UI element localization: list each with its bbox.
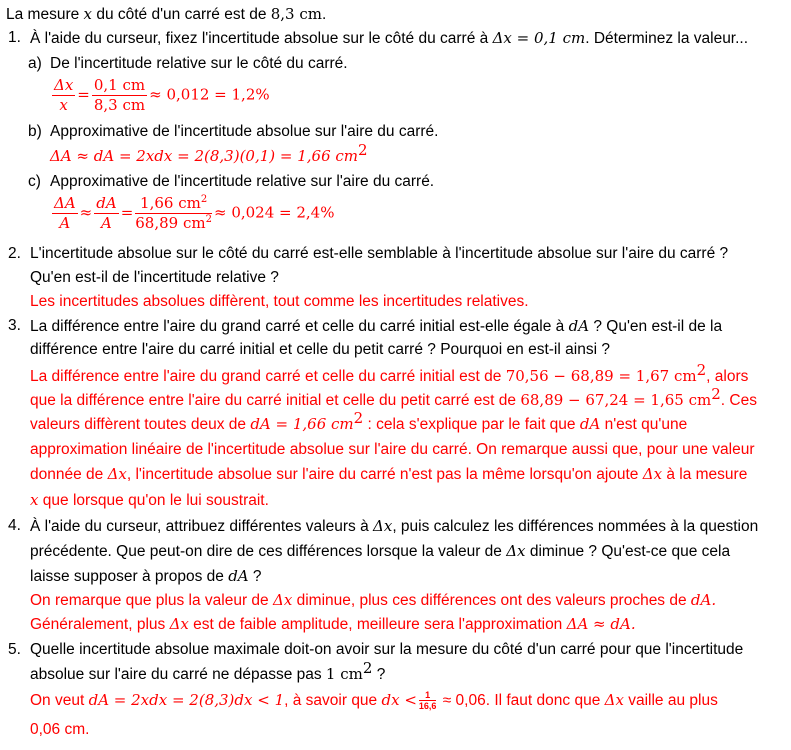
q5-math: 1 cm <box>325 665 363 683</box>
q1a-answer <box>50 76 270 115</box>
q3-answer-4: approximation linéaire de l'incertitude absolue sur l'aire du carré. On remarque aussi que, pour une valeur <box>30 441 755 458</box>
superscript: 2 <box>200 194 208 205</box>
math-dx: Δx <box>373 517 393 535</box>
q4-answer-2 <box>30 614 636 635</box>
small-fraction <box>419 690 437 711</box>
frac-num-text: 1,66 cm <box>140 194 201 212</box>
math-dx: Δx <box>107 465 127 483</box>
math-dx: Δx <box>272 591 293 609</box>
answer-math: dA = 1,66 cm <box>250 415 354 433</box>
q1c-label: c) <box>28 173 41 190</box>
frac-den: x <box>59 96 68 114</box>
frac-den: 8,3 cm <box>93 96 146 114</box>
q5-line1: Quelle incertitude absolue maximale doit-on avoir sur la mesure du côté d'un carré pour que l'incertitude <box>30 641 744 658</box>
fraction-dx-x <box>52 76 75 115</box>
q4-text-end: diminue ? Qu'est-ce que cela <box>525 543 731 560</box>
q4-text: À l'aide du curseur, attribuez différentes valeurs à <box>30 518 374 535</box>
q3-answer-2 <box>30 385 757 411</box>
answer-text: valeurs diffèrent toutes deux de <box>30 416 251 433</box>
frac-num: ΔA <box>54 194 76 212</box>
q2-line1: L'incertitude absolue sur le côté du carré est-elle semblable à l'incertitude absolue sur l'aire du carré ? <box>30 245 729 262</box>
q5-text-end: ? <box>372 666 386 683</box>
q1a-text: De l'incertitude relative sur le côté du carré. <box>50 55 348 72</box>
math-x: x <box>83 5 93 23</box>
q3-line2: différence entre l'aire du carré initial et celle du petit carré ? Pourquoi en est-il ainsi ? <box>30 341 610 358</box>
q4-line2 <box>30 541 730 562</box>
q1-number: 1. <box>8 29 21 46</box>
intro-text: La mesure <box>6 6 84 23</box>
math-dA: dA <box>568 317 590 335</box>
fraction-dA-A <box>52 194 78 233</box>
answer-text-end: vaille au plus <box>623 692 718 709</box>
q5-text: absolue sur l'aire du carré ne dépasse pas <box>30 666 326 683</box>
answer-text-mid: diminue, plus ces différences ont des valeurs proches de <box>292 592 691 609</box>
math-dx: Δx <box>169 615 189 633</box>
intro-value: 8,3 cm <box>270 5 322 23</box>
frac-den: A <box>101 214 112 232</box>
superscript: 2 <box>711 385 721 403</box>
q4-line1 <box>30 516 758 537</box>
frac-num <box>135 194 212 214</box>
approx: ≈ <box>79 203 93 222</box>
answer-text: La différence entre l'aire du grand carré et celle du carré initial est de <box>30 368 506 385</box>
math-dA: dA <box>228 567 249 585</box>
answer-math: dA = 2xdx = 2(8,3)dx < 1 <box>88 691 285 709</box>
frac-num: Δx <box>54 76 74 94</box>
answer-text-end: à la mesure <box>662 466 748 483</box>
q1-text: À l'aide du curseur, fixez l'incertitude absolue sur le côté du carré à <box>30 30 493 47</box>
answer-text-end: . Ces <box>720 392 757 409</box>
answer-text-mid: est de faible amplitude, meilleure sera l'approximation <box>188 616 567 633</box>
q1c-result: ≈ 0,024 = 2,4% <box>213 203 335 222</box>
q1b-answer <box>50 141 368 167</box>
q4-line3 <box>30 566 262 587</box>
q1c-text: Approximative de l'incertitude relative sur l'aire du carré. <box>50 173 435 190</box>
intro-period: . <box>322 6 327 23</box>
q1a-label: a) <box>28 55 42 72</box>
intro-line <box>6 4 326 25</box>
math-dx: Δx <box>642 465 663 483</box>
q1-math: Δx = 0,1 cm <box>492 29 586 47</box>
q4-number: 4. <box>8 517 21 534</box>
q3-line1 <box>30 316 722 337</box>
math-approx: ΔA ≈ dA. <box>566 615 636 633</box>
q3-text: La différence entre l'aire du grand carré et celle du carré initial est-elle égale à <box>30 318 569 335</box>
q1-text-end: . Déterminez la valeur... <box>585 30 749 47</box>
q4-text: précédente. Que peut-on dire de ces différences lorsque la valeur de <box>30 543 507 560</box>
answer-text: donnée de <box>30 466 108 483</box>
q3-answer-6 <box>30 490 269 511</box>
math-dA: dA. <box>690 591 717 609</box>
answer-text: On remarque que plus la valeur de <box>30 592 273 609</box>
q4-text-end: , puis calculez les différences nommées à la question <box>392 518 759 535</box>
frac-num: dA <box>96 194 117 212</box>
q1c-answer <box>50 194 334 233</box>
superscript: 2 <box>353 409 364 427</box>
math-dx: dx < <box>381 691 417 709</box>
superscript: 2 <box>358 141 368 159</box>
q5-number: 5. <box>8 641 21 658</box>
frac-den <box>135 214 212 233</box>
superscript: 2 <box>362 659 373 677</box>
answer-text: que la différence entre l'aire du carré initial et celle du petit carré est de <box>30 392 521 409</box>
fraction-da-A <box>94 194 118 233</box>
q3-text-end: ? Qu'en est-il de la <box>589 318 723 335</box>
q4-text-end: ? <box>248 568 262 585</box>
intro-text-2: du côté d'un carré est de <box>92 6 271 23</box>
math-dx: Δx <box>604 691 624 709</box>
q2-line2: Qu'en est-il de l'incertitude relative ? <box>30 269 279 286</box>
math-x: x <box>30 491 39 509</box>
q4-text: laisse supposer à propos de <box>30 568 229 585</box>
frac-den: 16,6 <box>418 701 437 712</box>
answer-math: 70,56 − 68,89 = 1,67 cm <box>505 367 697 385</box>
q1a-result: ≈ 0,012 = 1,2% <box>149 85 270 104</box>
frac-num: 0,1 cm <box>93 76 146 94</box>
superscript: 2 <box>205 214 212 225</box>
frac-den: A <box>59 214 71 232</box>
answer-text-mid: , l'incertitude absolue sur l'aire du carré n'est pas la même lorsqu'on ajoute <box>126 466 643 483</box>
frac-den-text: 68,89 cm <box>135 214 206 232</box>
math-dA: dA <box>579 415 601 433</box>
answer-text-mid2: ≈ 0,06. Il faut donc que <box>438 692 605 709</box>
answer-text-end: n'est qu'une <box>600 416 688 433</box>
answer-text-mid: : cela s'explique par le fait que <box>363 416 580 433</box>
equals: = <box>77 85 90 104</box>
q2-number: 2. <box>8 245 21 262</box>
q3-number: 3. <box>8 317 21 334</box>
q2-answer: Les incertitudes absolues diffèrent, tout comme les incertitudes relatives. <box>30 293 529 310</box>
q5-line2 <box>30 659 386 685</box>
fraction-areas <box>135 194 212 233</box>
answer-text-mid: , à savoir que <box>284 692 382 709</box>
q1b-math: ΔA ≈ dA = 2xdx = 2(8,3)(0,1) = 1,66 cm <box>50 147 359 165</box>
q4-answer-1 <box>30 590 716 611</box>
answer-text-end: , alors <box>706 368 749 385</box>
answer-text: Généralement, plus <box>30 616 170 633</box>
q5-answer-2: 0,06 cm. <box>30 721 90 738</box>
q1b-label: b) <box>28 123 42 140</box>
q3-answer-3 <box>30 409 688 435</box>
q1-question <box>30 28 748 49</box>
answer-text: On veut <box>30 692 89 709</box>
q3-answer-5 <box>30 464 747 485</box>
equals: = <box>120 203 134 222</box>
math-dx: Δx <box>506 542 526 560</box>
q3-answer-1 <box>30 361 749 387</box>
fraction-values <box>92 76 147 115</box>
q1b-text: Approximative de l'incertitude absolue sur l'aire du carré. <box>50 123 439 140</box>
superscript: 2 <box>696 361 707 379</box>
answer-math: 68,89 − 67,24 = 1,65 cm <box>520 391 712 409</box>
answer-text-end: que lorsque qu'on le lui soustrait. <box>38 492 269 509</box>
q5-answer-1 <box>30 690 718 711</box>
frac-num: 1 <box>419 690 437 701</box>
